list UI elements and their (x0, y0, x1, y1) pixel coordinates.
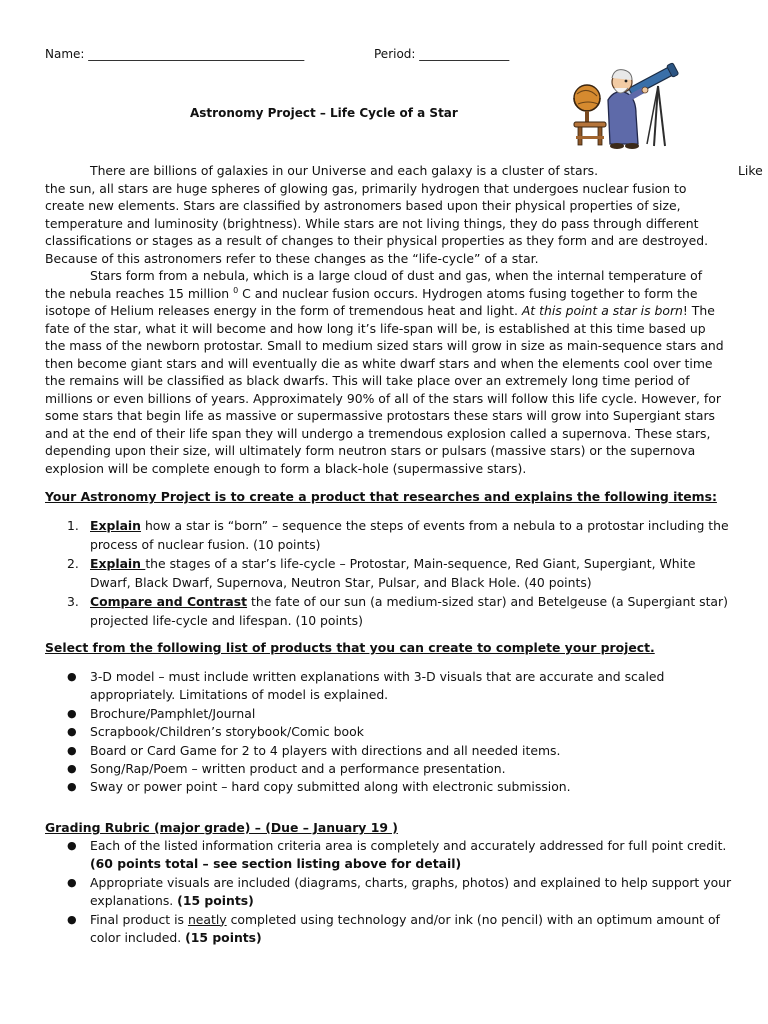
rubric-points: (15 points) (185, 930, 262, 946)
nebula-text-1: Stars form from a nebula, which is a large cloud of dust and gas, when the internal temperature of the nebula reaches 15 million (45, 268, 703, 301)
paragraph-galaxies (45, 162, 763, 180)
product-item (67, 760, 737, 778)
rubric-points: (15 points) (177, 893, 254, 909)
bullet-icon: ● (67, 839, 77, 852)
task-keyword: Explain (90, 556, 146, 571)
task-keyword: Explain (90, 518, 142, 533)
page-title: Astronomy Project – Life Cycle of a Star (190, 106, 458, 120)
task-number: 2. (67, 556, 79, 571)
paragraph-galaxies-like: Like (738, 163, 763, 178)
nebula-italic-text: At this point a star is born (521, 303, 683, 318)
rubric-text: Final product is (90, 911, 188, 927)
rubric-heading: Grading Rubric (major grade) – (Due – January 19 ) (45, 820, 398, 835)
paragraph-galaxies-lead: There are billions of galaxies in our Universe and each galaxy is a cluster of stars. (90, 163, 599, 178)
name-field-label: Name: ____________________________________ (45, 47, 305, 61)
bullet-icon: ● (67, 912, 77, 926)
nebula-text-2: C and nuclear fusion occurs. Hydrogen atoms fusing together to form the isotope of Helium releases energy in the form of tremendous heat and light. (45, 285, 698, 318)
paragraph-galaxies-rest: the sun, all stars are huge spheres of glowing gas, primarily hydrogen that undergoes nuclear fusion to create new elements. Stars are classified by astronomers based upon their physical properties of size, temperature and luminosity (brightness). While stars are not living things, they do pass through different classifications or stages as a result of changes to their physical properties as they form and are destroyed. Because of this astronomers refer to these changes as the “life-cycle” of a star. (45, 180, 709, 266)
product-text: Scrapbook/Children’s storybook/Comic book (90, 724, 364, 740)
product-text: Brochure/Pamphlet/Journal (90, 705, 256, 721)
paragraph-nebula (45, 267, 725, 477)
bullet-icon: ● (67, 670, 77, 683)
product-text: Song/Rap/Poem – written product and a performance presentation. (90, 761, 506, 777)
product-text: Sway or power point – hard copy submitted along with electronic submission. (90, 779, 571, 795)
intro-text (45, 162, 763, 477)
rubric-item (67, 837, 737, 874)
rubric-list (67, 837, 737, 947)
bullet-icon: ● (67, 875, 77, 889)
task-keyword: Compare and Contrast (90, 594, 248, 609)
rubric-item (67, 874, 737, 911)
period-field-label: Period: _______________ (374, 47, 510, 61)
task-text: the stages of a star’s life-cycle – Protostar, Main-sequence, Red Giant, Supergiant, White Dwarf, Black Dwarf, Supernova, Neutron Star, Pulsar, and Black Hole. (40 points) (90, 556, 696, 590)
products-list (67, 668, 737, 797)
astronomer-telescope-clipart (570, 56, 685, 152)
rubric-points: (60 points total – see section listing above for detail) (90, 856, 462, 872)
product-item (67, 668, 737, 705)
task-number: 1. (67, 518, 79, 533)
rubric-mid: completed using technology and/or ink (no pencil) with an optimum amount of color included. (90, 911, 720, 946)
bullet-icon: ● (67, 762, 77, 776)
rubric-item (67, 911, 737, 948)
task-text: how a star is “born” – sequence the steps of events from a nebula to a protostar including the process of nuclear fusion. (10 points) (90, 518, 729, 552)
bullet-icon: ● (67, 725, 77, 739)
task-number: 3. (67, 594, 79, 609)
task-text: the fate of our sun (a medium-sized star) and Betelgeuse (a Supergiant star) projected life-cycle and lifespan. (10 points) (90, 594, 728, 628)
product-item (67, 723, 737, 741)
task-list (67, 516, 737, 630)
products-heading: Select from the following list of products that you can create to complete your project. (45, 640, 655, 655)
product-item (67, 705, 737, 723)
bullet-icon: ● (67, 780, 77, 794)
bullet-icon: ● (67, 743, 77, 757)
task-item (67, 592, 737, 630)
task-item (67, 516, 737, 554)
nebula-text-3: ! The fate of the star, what it will become and how long it’s life-span will be, is established at this time based up the mass of the newborn protostar. Small to medium sized stars will grow in size as main-sequence stars and then become giant stars and will eventually die as white dwarf stars and when the elements cool over time the remains will be classified as black dwarfs. This will take place over an extremely long time period of millions or even billions of years. Approximately 90% of all of the stars will follow this life cycle. However, for some stars that begin life as massive or supermassive protostars these stars will grow into Supergiant stars and at the end of their life span they will undergo a tremendous explosion called a supernova. These stars, depending upon their size, will ultimately form neutron stars or pulsars (massive stars) or the supernova explosion will be complete enough to form a black-hole (supermassive stars). (45, 303, 724, 476)
rubric-text: Appropriate visuals are included (diagrams, charts, graphs, photos) and explained to help support your explanations. (90, 874, 732, 909)
rubric-underline: neatly (187, 911, 227, 927)
product-item (67, 742, 737, 760)
rubric-text: Each of the listed information criteria area is completely and accurately addressed for full point credit. (90, 838, 727, 853)
product-text: 3-D model – must include written explanations with 3-D visuals that are accurate and scaled appropriately. Limitations of model is explained. (90, 669, 665, 703)
task-heading: Your Astronomy Project is to create a product that researches and explains the following items: (45, 489, 717, 504)
product-item (67, 778, 737, 796)
product-text: Board or Card Game for 2 to 4 players with directions and all needed items. (90, 742, 561, 758)
task-item (67, 554, 737, 592)
degree-superscript: 0 (233, 285, 239, 295)
bullet-icon: ● (67, 706, 77, 720)
